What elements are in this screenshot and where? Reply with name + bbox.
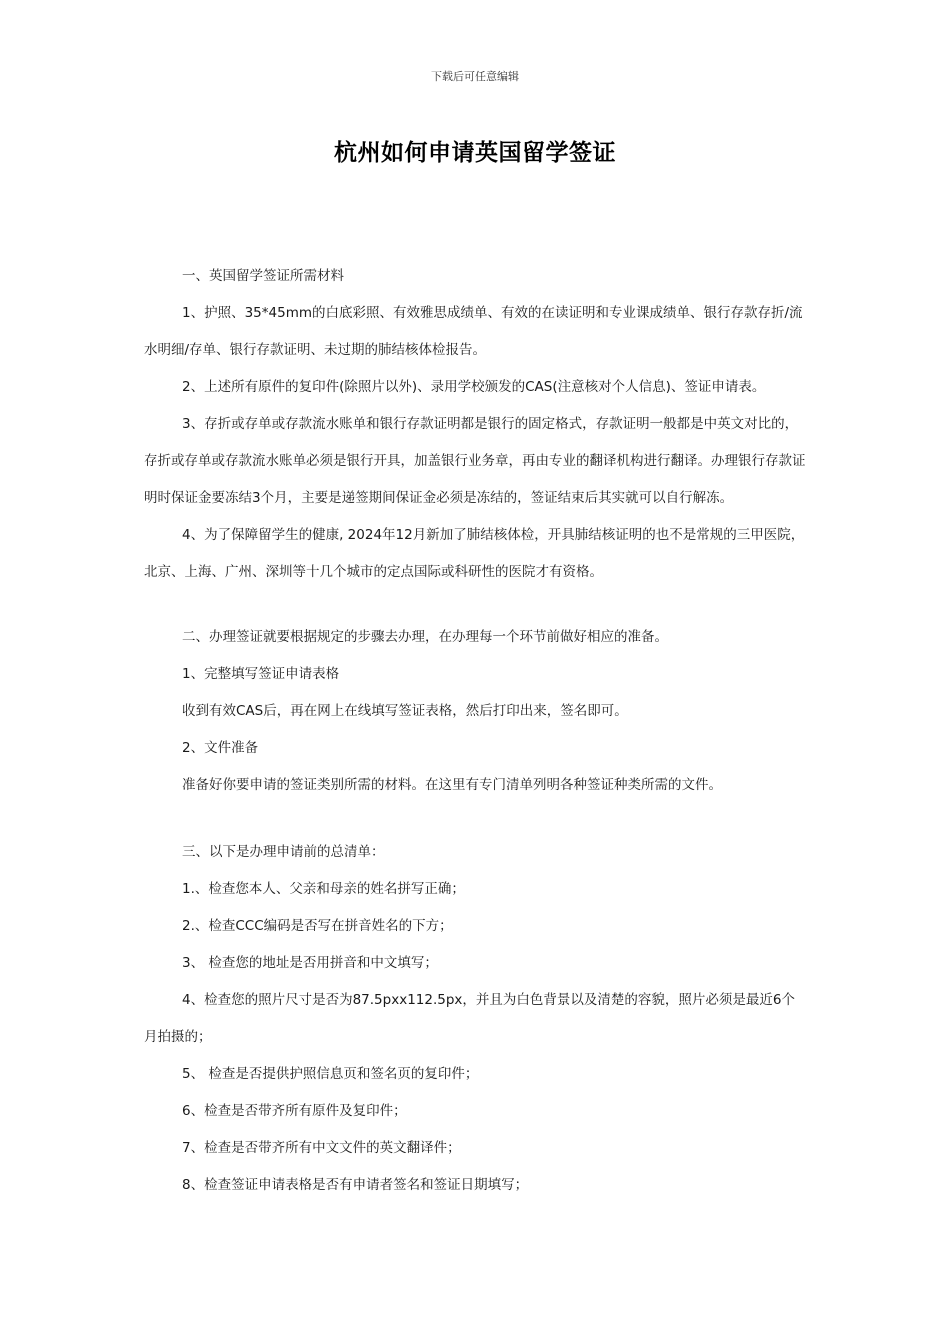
section-3-heading: 三、以下是办理申请前的总清单： xyxy=(182,844,385,860)
section-2-step-1-title: 1、完整填写签证申请表格 xyxy=(182,666,340,682)
section-3-item-6: 6、检查是否带齐所有原件及复印件； xyxy=(182,1103,407,1119)
header-note: 下载后可任意编辑 xyxy=(431,70,519,83)
section-spacer xyxy=(144,591,806,619)
section-2-step-2-title: 2、文件准备 xyxy=(182,740,259,756)
section-3-item-2: 2.、检查CCC编码是否写在拼音姓名的下方； xyxy=(182,918,453,934)
section-3-item-8: 8、检查签证申请表格是否有申请者签名和签证日期填写； xyxy=(182,1177,529,1193)
section-3-item-1: 1.、检查您本人、父亲和母亲的姓名拼写正确； xyxy=(182,881,465,897)
section-1-item-4: 4、为了保障留学生的健康, 2024年12月新加了肺结核体检，开具肺结核证明的也不是常规的三甲医院，北京、上海、广州、深圳等十几个城市的定点国际或科研性的医院才有资格。 xyxy=(144,527,805,580)
document-title: 杭州如何申请英国留学签证 xyxy=(334,140,616,166)
section-3-item-3: 3、 检查您的地址是否用拼音和中文填写； xyxy=(182,955,438,971)
section-2-heading: 二、办理签证就要根据规定的步骤去办理，在办理每一个环节前做好相应的准备。 xyxy=(182,629,668,645)
section-3-item-7: 7、检查是否带齐所有中文文件的英文翻译件； xyxy=(182,1140,461,1156)
section-1-item-1: 1、护照、35*45mm的白底彩照、有效雅思成绩单、有效的在读证明和专业课成绩单、银行存款存折/流水明细/存单、银行存款证明、未过期的肺结核体检报告。 xyxy=(144,305,803,358)
section-spacer xyxy=(144,804,806,834)
section-3-item-4: 4、检查您的照片尺寸是否为87.5pxx112.5px，并且为白色背景以及清楚的容貌，照片必须是最近6个月拍摄的； xyxy=(144,992,795,1045)
section-3-item-5: 5、 检查是否提供护照信息页和签名页的复印件； xyxy=(182,1066,479,1082)
section-1-item-2: 2、上述所有原件的复印件(除照片以外)、录用学校颁发的CAS(注意核对个人信息)、签证申请表。 xyxy=(182,379,766,395)
section-1-heading: 一、英国留学签证所需材料 xyxy=(182,268,344,284)
document-body xyxy=(144,258,806,1204)
section-2-step-2-text: 准备好你要申请的签证类别所需的材料。在这里有专门清单列明各种签证种类所需的文件。 xyxy=(182,777,722,793)
section-1-item-3: 3、存折或存单或存款流水账单和银行存款证明都是银行的固定格式，存款证明一般都是中英文对比的，存折或存单或存款流水账单必须是银行开具，加盖银行业务章，再由专业的翻译机构进行翻译。办理银行存款证明时保证金要冻结3个月，主要是递签期间保证金必须是冻结的，签证结束后其实就可以自行解冻。 xyxy=(144,416,806,506)
section-2-step-1-text: 收到有效CAS后，再在网上在线填写签证表格，然后打印出来，签名即可。 xyxy=(182,703,628,719)
